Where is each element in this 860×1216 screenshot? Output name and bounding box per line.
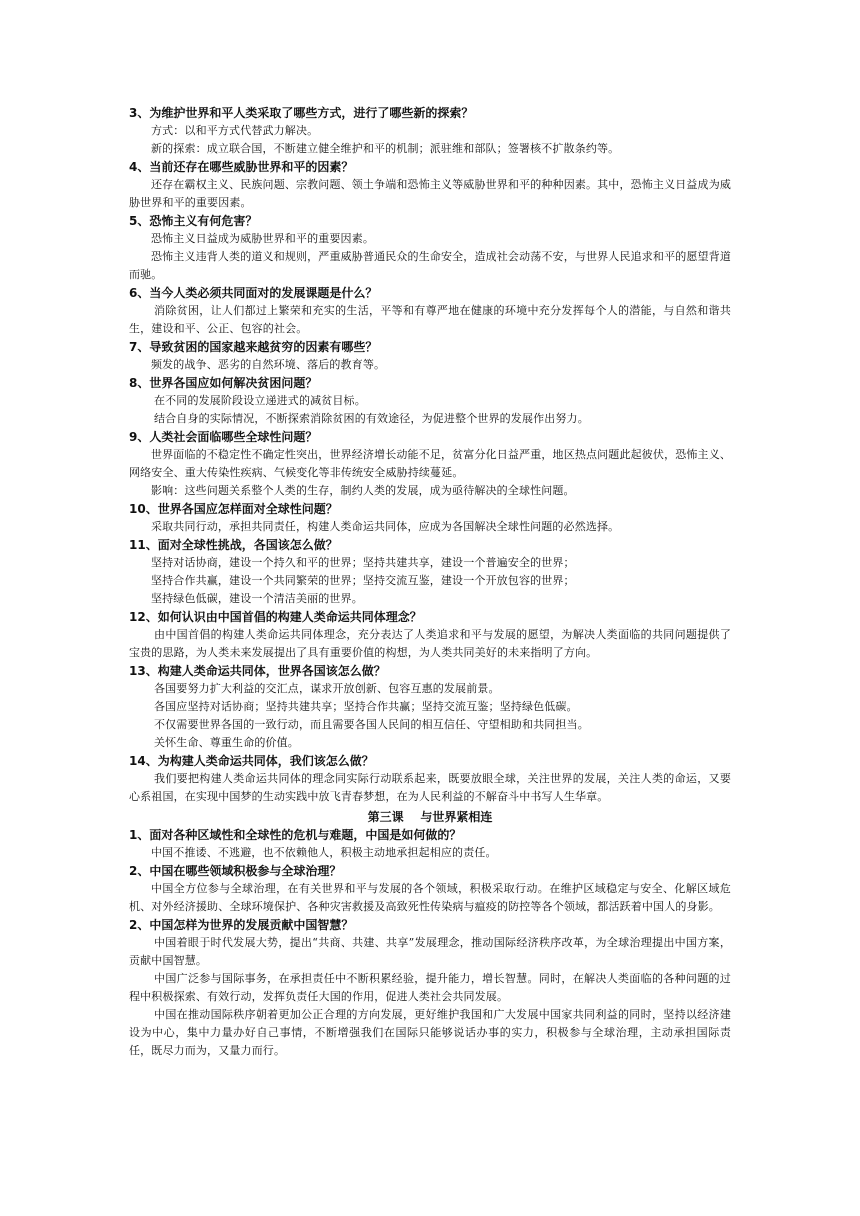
answer-paragraph: 各国应坚持对话协商；坚持共建共享；坚持合作共赢；坚持交流互鉴；坚持绿色低碳。	[154, 700, 578, 713]
answer-paragraph: 不仅需要世界各国的一致行动，而且需要各国人民间的相互信任、守望相助和共同担当。	[154, 718, 589, 731]
answer-paragraph: 影响：这些问题关系整个人类的生存，制约人类的发展，成为亟待解决的全球性问题。	[151, 484, 575, 497]
answer-paragraph: 采取共同行动，承担共同责任，构建人类命运共同体，应成为各国解决全球性问题的必然选择。	[151, 520, 620, 533]
answer-paragraph: 方式：以和平方式代替武力解决。	[151, 124, 319, 137]
question-heading: 1、面对各种区域性和全球性的危机与难题，中国是如何做的？	[129, 828, 462, 842]
answer-paragraph: 坚持对话协商，建设一个持久和平的世界；坚持共建共享，建设一个普遍安全的世界；	[151, 556, 575, 569]
answer-paragraph: 还存在霸权主义、民族问题、宗教问题、领土争端和恐怖主义等威胁世界和平的种种因素。其中，恐怖主义日益成为威胁世界和平的重要因素。	[129, 178, 731, 209]
question-heading: 14、为构建人类命运共同体，我们该怎么做？	[129, 754, 374, 768]
answer-paragraph: 中国全方位参与全球治理，在有关世界和平与发展的各个领域，积极采取行动。在维护区域稳定与安全、化解区域危机、对外经济援助、全球环境保护、各种灾害救援及高致死性传染病与瘟疫的防控等各个领域，都活跃着中国人的身影。	[129, 882, 731, 913]
question-heading: 10、世界各国应怎样面对全球性问题？	[129, 502, 338, 516]
question-heading: 8、世界各国应如何解决贫困问题？	[129, 376, 318, 390]
answer-paragraph: 关怀生命、尊重生命的价值。	[154, 736, 299, 749]
question-heading: 2、中国在哪些领域积极参与全球治理？	[129, 864, 342, 878]
answer-paragraph: 消除贫困，让人们都过上繁荣和充实的生活，平等和有尊严地在健康的环境中充分发挥每个人的潜能，与自然和谐共生，建设和平、公正、包容的社会。	[129, 304, 731, 335]
question-heading: 7、导致贫困的国家越来越贫穷的因素有哪些？	[129, 340, 378, 354]
question-heading: 5、恐怖主义有何危害？	[129, 214, 258, 228]
answer-paragraph: 由中国首倡的构建人类命运共同体理念，充分表达了人类追求和平与发展的愿望，为解决人类面临的共同问题提供了宝贵的思路，为人类未来发展提出了具有重要价值的构想，为人类共同美好的未来指明了方向。	[129, 628, 731, 659]
answer-paragraph: 各国要努力扩大利益的交汇点，谋求开放创新、包容互惠的发展前景。	[154, 682, 500, 695]
question-heading: 11、面对全球性挑战，各国该怎么做？	[129, 538, 338, 552]
answer-paragraph: 坚持绿色低碳，建设一个清洁美丽的世界。	[151, 592, 363, 605]
question-heading: 13、构建人类命运共同体，世界各国该怎么做？	[129, 664, 386, 678]
answer-paragraph: 恐怖主义日益成为威胁世界和平的重要因素。	[151, 232, 374, 245]
answer-paragraph: 在不同的发展阶段设立递进式的减贫目标。	[154, 394, 366, 407]
answer-paragraph: 我们要把构建人类命运共同体的理念同实际行动联系起来，既要放眼全球，关注世界的发展，关注人类的命运，又要心系祖国，在实现中国梦的生动实践中放飞青春梦想，在为人民利益的不解奋斗中书写人生华章。	[129, 772, 731, 803]
answer-paragraph: 新的探索：成立联合国，不断建立健全维护和平的机制；派驻维和部队；签署核不扩散条约等。	[151, 142, 620, 155]
answer-paragraph: 中国广泛参与国际事务，在承担责任中不断积累经验，提升能力，增长智慧。同时，在解决人类面临的各种问题的过程中积极探索、有效行动，发挥负责任大国的作用，促进人类社会共同发展。	[129, 972, 731, 1003]
question-heading: 4、当前还存在哪些威胁世界和平的因素？	[129, 160, 354, 174]
question-heading: 3、为维护世界和平人类采取了哪些方式，进行了哪些新的探索？	[129, 106, 474, 120]
question-heading: 2、中国怎样为世界的发展贡献中国智慧？	[129, 918, 354, 932]
answer-paragraph: 世界面临的不稳定性不确定性突出，世界经济增长动能不足，贫富分化日益严重，地区热点问题此起彼伏，恐怖主义、网络安全、重大传染性疾病、气候变化等非传统安全威胁持续蔓延。	[129, 448, 731, 479]
question-heading: 6、当今人类必须共同面对的发展课题是什么？	[129, 286, 378, 300]
answer-paragraph: 恐怖主义违背人类的道义和规则，严重威胁普通民众的生命安全，造成社会动荡不安，与世界人民追求和平的愿望背道而驰。	[129, 250, 731, 281]
answer-paragraph: 频发的战争、恶劣的自然环境、落后的教育等。	[151, 358, 386, 371]
answer-paragraph: 坚持合作共赢，建设一个共同繁荣的世界；坚持交流互鉴，建设一个开放包容的世界；	[151, 574, 575, 587]
document-content	[129, 104, 731, 1060]
answer-paragraph: 中国着眼于时代发展大势，提出“共商、共建、共享”发展理念，推动国际经济秩序改革，为全球治理提出中国方案，贡献中国智慧。	[129, 936, 731, 967]
answer-paragraph: 中国不推诿、不逃避，也不依赖他人，积极主动地承担起相应的责任。	[151, 846, 497, 859]
answer-paragraph: 结合自身的实际情况，不断探索消除贫困的有效途径，为促进整个世界的发展作出努力。	[154, 412, 589, 425]
question-heading: 9、人类社会面临哪些全球性问题？	[129, 430, 318, 444]
answer-paragraph: 中国在推动国际秩序朝着更加公正合理的方向发展，更好维护我国和广大发展中国家共同利益的同时，坚持以经济建设为中心，集中力量办好自己事情，不断增强我们在国际只能够说话办事的实力，积极参与全球治理，主动承担国际责任，既尽力而为，又量力而行。	[129, 1008, 731, 1057]
question-heading: 12、如何认识由中国首倡的构建人类命运共同体理念？	[129, 610, 422, 624]
lesson-title: 第三课 与世界紧相连	[367, 810, 493, 824]
